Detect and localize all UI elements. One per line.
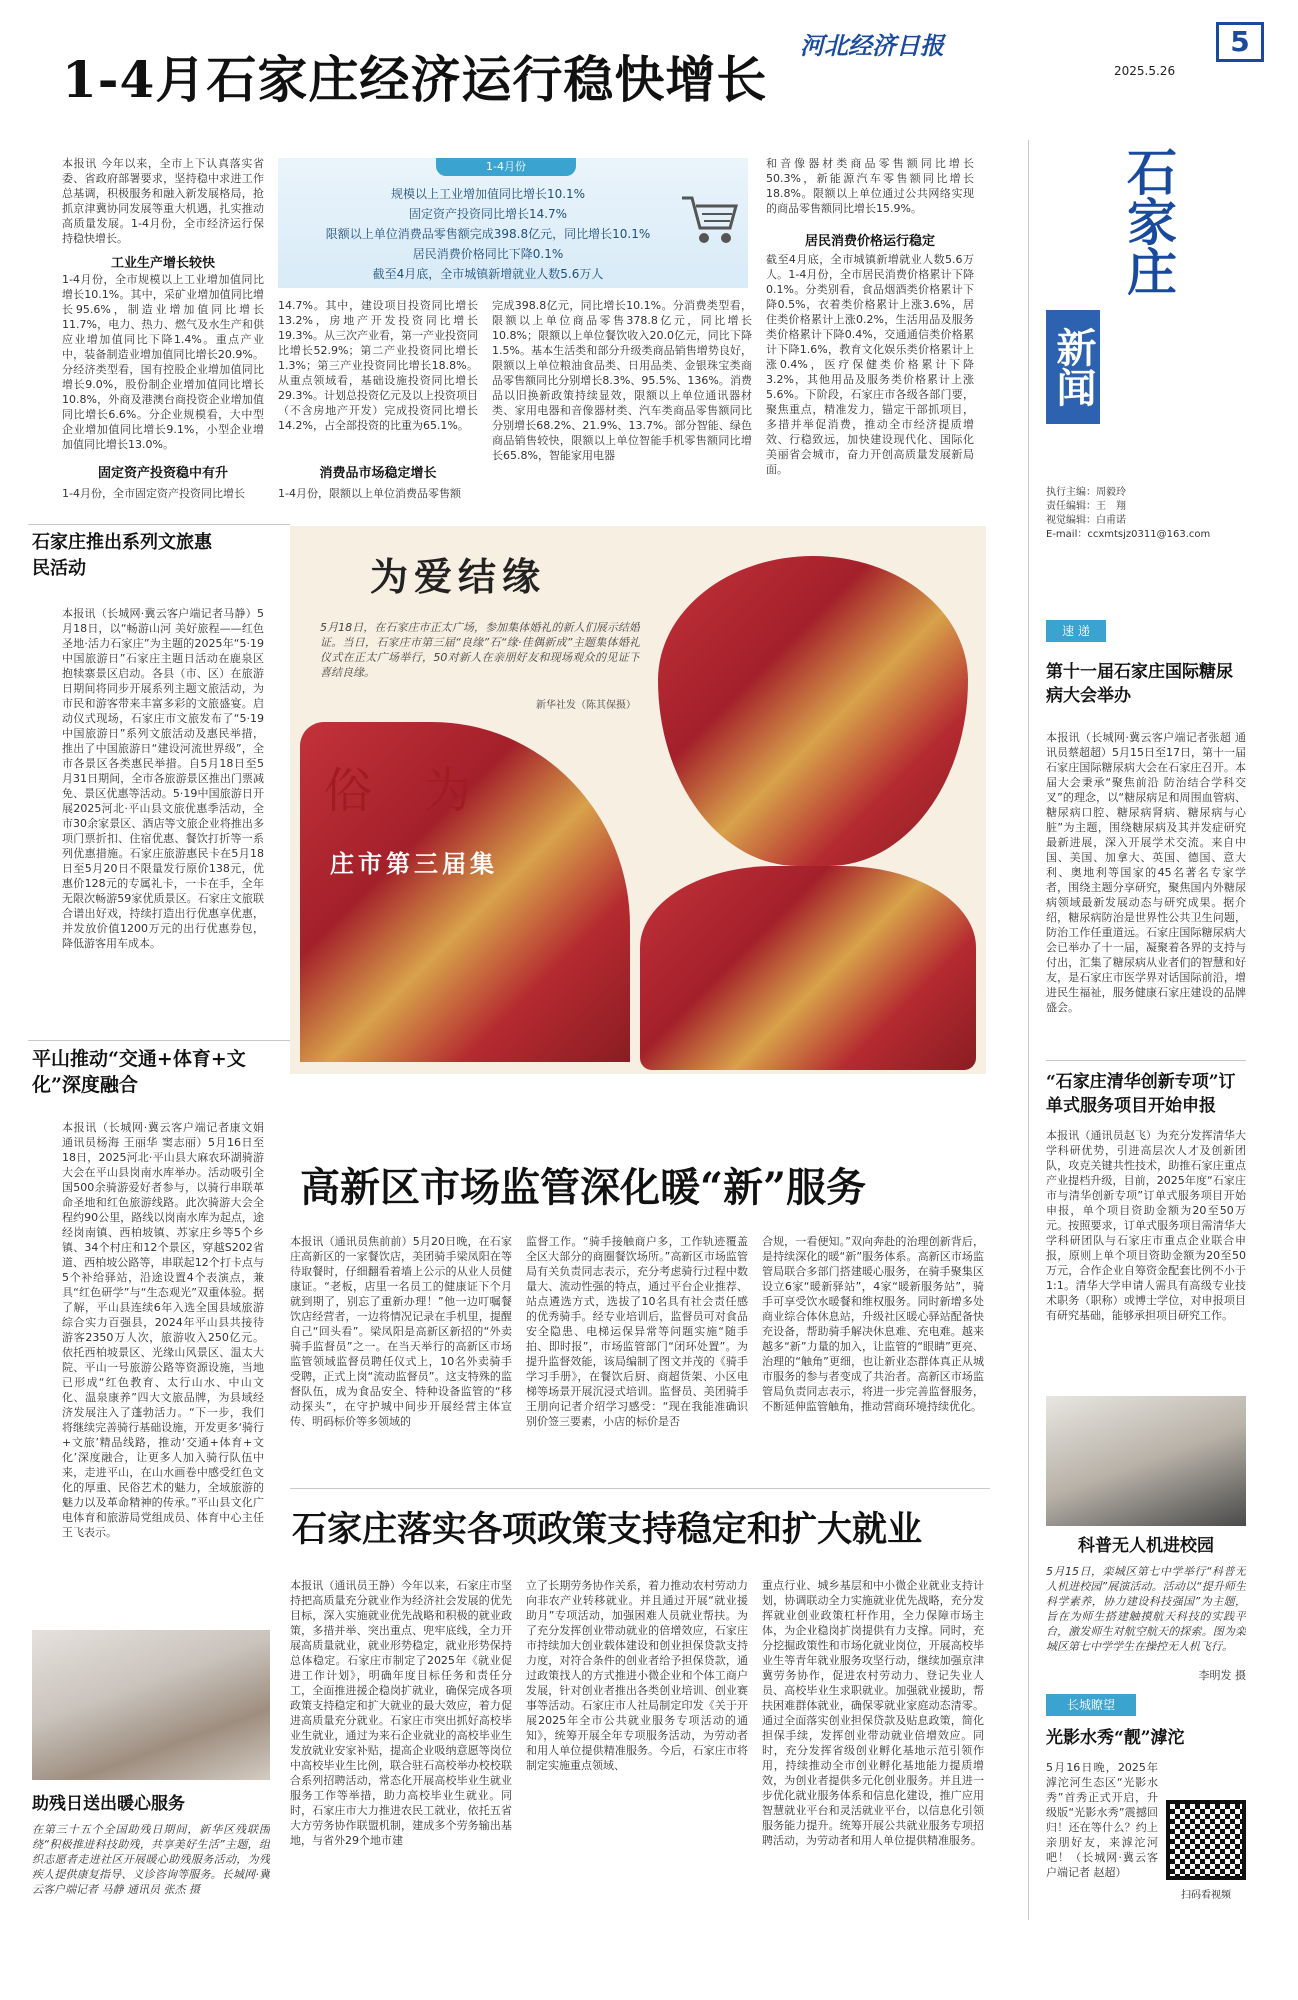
lead-para-4: 截至4月底，全市城镇新增就业人数5.6万人。1-4月份，全市居民消费价格累计下降0.1%。分类别看，食品烟酒类价格累计下降0.5%，衣着类价格累计上涨3.6%，居住类价格累计上涨0.2%，生活用品及服务类价格累计下降0.4%，交通通信类价格累计下降1.6%，教育文化娱乐类价格累计上涨0.4%，医疗保健类价格累计下降3.2%，其他用品及服务类价格累计上涨5.6%。下阶段，石家庄市各级各部门要，聚焦重点，精准发力，锚定干部抓项目，多措并举促消费，推动全市经济提质增效、行稳致远，加快建设现代化、国际化美丽省会城市，奋力开创高质量发展新局面。 <box>766 253 974 476</box>
brief-tag: 速 递 <box>1046 620 1106 642</box>
lead-intro: 本报讯 今年以来，全市上下认真落实省委、省政府部署要求，坚持稳中求进工作总基调，积极服务和融入新发展格局，抢抓京津冀协同发展等重大机遇，扎实推动高质量发展。1-4月份，全市经济运行保持稳快增长。 <box>62 157 264 245</box>
editor-email[interactable]: E-mail：ccxmtsjz0311@163.com <box>1046 529 1211 540</box>
left-photo-headline: 助残日送出暖心服务 <box>32 1794 185 1814</box>
watch-tag: 长城瞭望 <box>1046 1694 1136 1716</box>
left-story2-headline: 平山推动“交通+体育+文化”深度融合 <box>32 1048 246 1096</box>
left-photo-image <box>32 1630 270 1780</box>
lead-infobox <box>278 158 748 288</box>
wedding-photo-group <box>640 866 976 1070</box>
lead-subhead-2: 固定资产投资稳中有升 <box>97 466 228 481</box>
infobox-tag: 1-4月份 <box>436 158 576 176</box>
drone-photo-credit: 李明发 摄 <box>1198 1669 1246 1682</box>
infobox-line: 固定资产投资同比增长14.7% <box>408 207 568 221</box>
employment-headline: 石家庄落实各项政策支持稳定和扩大就业 <box>292 1509 923 1550</box>
left-story2-body: 本报讯（长城网·冀云客户端记者康文娟 通讯员杨海 王丽华 窦志丽）5月16日至18日，2025河北·平山县大麻农环湖骑游大会在平山县岗南水库举办。活动吸引全国500余骑游爱好者参与，以骑行串联革命圣地和红色旅游线路。此次骑游大会全程约90公里，路线以岗南水库为起点，途经岗南镇、西柏坡镇、苏家庄乡等5个乡镇、34个村庄和12个景区，穿越S202省道、西柏坡公路等，串联起12个打卡点与5个补给驿站，沿途设置4个表演点，兼具“红色研学”与“生态观光”双重体验。据了解，平山县连续6年入选全国县域旅游综合实力百强县，2024年平山县共接待游客2350万人次，旅游收入250亿元。依托西柏坡景区、光缘山风景区、温太大院、平山一号旅游公路等资源设施，当地已形成“红色教育、太行山水、中山文化、温泉康养”四大文旅品牌，为县域经济发展注入了蓬勃活力。“下一步，我们将继续完善骑行基础设施，开发更多‘骑行+文旅’精品线路，推动‘交通+体育+文化’深度融合，让更多人加入骑行队伍中来，走进平山，在山水画卷中感受红色文化的厚重、民俗艺术的魅力，全域旅游的魅力以及革命精神的传承。”平山县文化广电体育和旅游局党组成员、体育中心主任王飞表示。 <box>62 1121 264 1539</box>
right-story1-headline: 第十一届石家庄国际糖尿病大会举办 <box>1046 662 1233 706</box>
infobox-line: 规模以上工业增加值同比增长10.1% <box>390 187 586 201</box>
infobox-line: 限额以上单位消费品零售额完成398.8亿元，同比增长10.1% <box>325 227 651 241</box>
lead-col-3: 完成398.8亿元，同比增长10.1%。分消费类型看，限额以上单位商品零售378.8亿元，同比增长10.8%；限额以上单位餐饮收入20.0亿元，同比下降1.5%。基本生活类和部分升级类商品销售增势良好，限额以上单位粮油食品类、日用品类、金银珠宝类商品零售额同比分别增长8.3%、95.5%、136%。消费品以旧换新政策持续显效，限额以上单位通讯器材类、家用电器和音像器材类、汽车类商品零售额同比分别增长68.2%、21.9%、13.7%。部分智能、绿色商品销售较快，限额以上单位智能手机零售额同比增长65.8%，智能家用电器 <box>492 299 752 462</box>
drone-photo-caption: 5月15日，栾城区第七中学举行“科普无人机进校园”展演活动。活动以“提升师生科学素养，协力建设科技强国”为主题，旨在为师生搭建触摸航天科技的实践平台，激发师生对航空航天的探索。图为栾城区第七中学学生在操控无人机飞行。 <box>1046 1565 1246 1653</box>
employment-col-1: 本报讯（通讯员王静）今年以来，石家庄市坚持把高质量充分就业作为经济社会发展的优先目标，深入实施就业优先战略和积极的就业政策，多措并举、突出重点、兜牢底线，全力开展高质量就业，就业形势稳定，就业形势保持总体稳定。石家庄市制定了2025年《就业促进工作计划》，明确年度目标任务和责任分工，全面推进援企稳岗扩就业，确保完成各项政策支持稳定和扩大就业的最大效应，着力促进高质量充分就业。石家庄市突出抓好高校毕业生就业，通过为来石企业就业的高校毕业生发放就业安家补贴，提高企业吸纳意愿等岗位中高校毕业生比例，联合驻石高校举办校校联合系列招聘活动，常态化开展高校毕业生就业服务工作等举措，助力高校毕业生就业。同时，石家庄市大力推进农民工就业，依托五省大方劳务协作联盟机制，建成多个劳务输出基地，与省外29个地市建 <box>290 1579 512 1847</box>
hitech-col-1: 本报讯（通讯员焦前前）5月20日晚，在石家庄高新区的一家餐饮店，美团骑手梁凤阳在等待取餐时，仔细翻看着墙上公示的从业人员健康证。“老板，店里一名员工的健康证下个月就到期了，别忘了重新办理！”他一边叮嘱餐饮店经营者，一边将情况记录在手机里，提醒自己“回头看”。梁凤阳是高新区新招的“外卖骑手监督员”之一。在当天举行的高新区市场监管领域监督员聘任仪式上，10名外卖骑手受聘，正式上岗“流动监督员”。这支特殊的监督队伍，成为食品安全、特种设备监管的“移动探头”，在守护城中间步开展经营主体宣传、明码标价等多领域的 <box>290 1235 512 1428</box>
section-editors <box>1046 486 1236 542</box>
section-name: 石家庄 <box>1119 146 1178 296</box>
divider <box>1046 1060 1246 1061</box>
right-story1-body: 本报讯（长城网·冀云客户端记者张超 通讯员蔡超超）5月15日至17日，第十一届石家庄国际糖尿病大会在石家庄召开。本届大会秉承“聚焦前沿 防治结合学科交叉”的理念，以“糖尿病足和周围血管病、糖尿病口腔、糖尿病肾病、糖尿病与心脏”为主题，围绕糖尿病及其并发症研究最新进展，深入开展学术交流。来自中国、美国、加拿大、英国、德国、意大利、奥地利等国家的45名著名专家学者，围绕主题分享研究，聚焦国内外糖尿病领域最新发展动态与研究成果。据介绍，糖尿病防治是世界性公共卫生问题，防治工作任重道远。石家庄国际糖尿病大会已举办了十一届，凝聚着各界的支持与付出，汇集了糖尿病从业者们的智慧和好友，是石家庄市医学界对话国际前沿，增进民生福祉，服务健康石家庄建设的品牌盛会。 <box>1046 731 1246 1014</box>
hitech-col-2: 监督工作。“骑手接触商户多，工作轨迹覆盖全区大部分的商圈餐饮场所。”高新区市场监管局有关负责同志表示，充分考虑骑行过程中数量大、流动性强的特点，通过平台企业推荐、站点遴选方式，选拔了10名具有社会责任感的优秀骑手。经专业培训后，监督员可对食品安全隐患、电梯运保异常等问题实施“随手拍、即时报”，市场监管部门“闭环处置”。为提升监督效能，该局编制了图文并茂的《骑手学习手册》，在餐饮后厨、商超货架、小区电梯等场景开展沉浸式培训。监督员、美团骑手王朋向记者介绍学习感受：“现在我能准确识别价签三要素，小店的标价是否 <box>526 1235 748 1428</box>
lead-para-2: 1-4月份，全市固定资产投资同比增长 <box>62 487 245 500</box>
wedding-caption: 5月18日，在石家庄市正太广场，参加集体婚礼的新人们展示结婚证。当日，石家庄市第三届“良缘”石“缘·佳偶新成”主题集体婚礼仪式在正太广场举行，50对新人在亲朋好友和现场观众的见证下喜结良缘。 <box>320 621 640 679</box>
wedding-banner: 俗 为 <box>324 763 490 819</box>
editor-line: 责任编辑：王 翔 <box>1046 501 1126 512</box>
left-story1-body: 本报讯（长城网·冀云客户端记者马静）5月18日，以“畅游山河 美好旅程——红色圣地·活力石家庄”为主题的2025年“5·19中国旅游日”石家庄主题日活动在鹿泉区抱犊寨景区启动。各县（市、区）在旅游日期间将同步开展系列主题文旅活动，为市民和游客带来丰富多彩的文旅盛宴。启动仪式现场，石家庄市文旅发布了“5·19中国旅游日”系列文旅活动及惠民举措，推出了中国旅游日“建设河流世界级”，全市各景区各类惠民举措。自5月18日至5月31日期间，全市各旅游景区推出门票减免、景区优惠等活动。5·19中国旅游日开展2025河北·平山县文旅优惠季活动，全市30余家景区、酒店等文旅企业将推出多项门票折扣、住宿优惠、餐饮打折等一系列优惠措施。石家庄旅游惠民卡在5月18日至5月20日不限量发行原价138元，优惠价128元的专属礼卡，一卡在手，全年无限次畅游59家优质景区。石家庄文旅联合谱出好戏，持续打造出行优惠享优惠，并发放价值1200万元的出行优惠券包，降低游客用车成本。 <box>62 607 264 950</box>
lead-subhead-1: 工业生产增长较快 <box>110 256 215 271</box>
lead-para-3: 1-4月份，限额以上单位消费品零售额 <box>278 487 461 500</box>
wedding-headline: 为爱结缘 <box>370 554 547 599</box>
divider <box>1028 140 1029 1920</box>
lead-col-2: 14.7%。其中，建设项目投资同比增长13.2%，房地产开发投资同比增长19.3%。从三次产业看，第一产业投资同比增长52.9%；第二产业投资同比增长1.3%；第三产业投资同比增长18.8%。从重点领域看，基础设施投资同比增长29.3%。计划总投资亿元及以上投资项目（不含房地产开发）完成投资同比增长14.2%，占全部投资的比重为65.1%。 <box>278 299 478 432</box>
right-story2-headline: “石家庄清华创新专项”订单式服务项目开始申报 <box>1046 1072 1236 1116</box>
editor-line: 视觉编辑：白甫诺 <box>1046 515 1126 526</box>
page-number: 5 <box>1216 22 1264 62</box>
section-label: 新闻 <box>1046 310 1100 424</box>
divider <box>28 524 290 525</box>
infobox-lines <box>288 184 688 284</box>
lead-subhead-4: 居民消费价格运行稳定 <box>804 234 935 249</box>
lead-headline: 1-4月石家庄经济运行稳快增长 <box>62 50 768 109</box>
lead-subhead-3: 消费品市场稳定增长 <box>319 466 437 481</box>
wedding-feature <box>290 526 986 1074</box>
left-photo-caption: 在第三十五个全国助残日期间，新华区残联围绕“积极推进科技助残，共享美好生活”主题，组织志愿者走进社区开展暖心助残服务活动，为残疾人提供康复指导、义诊咨询等服务。长城网·冀云客户端记者 马静 通讯员 张杰 摄 <box>32 1823 270 1896</box>
wedding-photo-heart <box>658 556 968 866</box>
right-story3-body: 5月16日晚，2025年滹沱河生态区“光影水秀”首秀正式开启，升级版“光影水秀”震撼回归！还在等什么？约上亲朋好友，来滹沱河吧！（长城网·冀云客户端记者 赵超） <box>1046 1761 1158 1879</box>
right-story2-body: 本报讯（通讯员赵飞）为充分发挥清华大学科研优势，引进高层次人才及创新团队，攻克关键共性技术，助推石家庄重点产业提档升级，目前，2025年度“石家庄市与清华创新专项”订单式服务项目开始申报，单个项目资助金额为20至50万元。按照要求，订单式服务项目需清华大学科研团队与石家庄市重点企业联合申报，原则上单个项目资助金额为20至50万元，合作企业自筹资金配套比例不小于1:1。清华大学申请人需具有高级专业技术职务（职称）或博士学位，对申报项目有研究基础，能够承担项目研究工作。 <box>1046 1129 1246 1322</box>
divider <box>28 1040 290 1041</box>
left-story1-headline: 石家庄推出系列文旅惠民活动 <box>32 532 212 579</box>
wedding-credit: 新华社发（陈其保摄） <box>536 700 636 711</box>
hitech-col-3: 合规，一看便知。”双向奔赴的治理创新背后，是持续深化的暖“新”服务体系。高新区市场监管局联合多部门搭建暖心服务，在骑手聚集区设立6家“暖新驿站”，4家“暖新服务站”，骑手可享受饮水暖餐和维权服务。同时新增多处商业综合体休息站，升级社区暖心驿站配备快充设备，帮助骑手解决休息难、充电难。越来越多“新”力量的加入，让监管的“眼睛”更亮、治理的“触角”更细，也让新业态群体真正从城市服务的参与者变成了共治者。高新区市场监管局负责同志表示，将进一步完善监督服务，不断延伸监管触角，推动营商环境持续优化。 <box>762 1235 984 1413</box>
hitech-headline: 高新区市场监管深化暖“新”服务 <box>300 1164 867 1211</box>
qr-code[interactable] <box>1166 1800 1246 1880</box>
drone-photo-headline: 科普无人机进校园 <box>1078 1536 1214 1556</box>
infobox-line: 居民消费价格同比下降0.1% <box>412 247 564 261</box>
wedding-banner-2: 庄市第三届集 <box>330 850 498 878</box>
issue-date: 2025.5.26 <box>1114 64 1176 78</box>
employment-col-3: 重点行业、城乡基层和中小微企业就业支持计划，协调联动全力实施就业优先战略，充分发挥就业创业政策杠杆作用，全力保障市场主体，为企业稳岗扩岗提供有力支撑。同时，充分挖掘政策性和市场化就业岗位，开展高校毕业生等青年就业服务攻坚行动，继续加强京津冀劳务协作，促进农村劳动力、登记失业人员、高校毕业生求职就业。加强就业援助，帮扶困难群体就业，确保零就业家庭动态清零。通过全面落实创业担保贷款及贴息政策，简化担保手续，发挥创业带动就业倍增效应。同时，充分发挥省级创业孵化基地示范引领作用，持续推动全市创业孵化基地能力提质增效，为创业者提供多元化创业服务。并且进一步优化就业服务体系和信息化建设，推广应用智慧就业平台和灵活就业平台，以信息化引领服务能力提升。统筹开展公共就业服务专项招聘活动，为劳动者和用人单位提供精准服务。 <box>762 1579 984 1847</box>
lead-para-1: 1-4月份，全市规模以上工业增加值同比增长10.1%。其中，采矿业增加值同比增长95.6%，制造业增加值同比增长11.7%，电力、热力、燃气及水生产和供应业增加值同比下降1.4%。重点产业中，装备制造业增加值同比增长20.9%。分经济类型看，国有控股企业增加值同比增长9.0%，股份制企业增加值同比增长10.8%，外商及港澳台商投资企业增加值同比增长6.6%。分企业规模看，大中型企业增加值同比增长9.1%，小型企业增加值同比增长13.0%。 <box>62 273 264 451</box>
qr-label: 扫码看视频 <box>1181 1890 1231 1901</box>
masthead: 河北经济日报 <box>800 31 944 60</box>
lead-col-4: 和音像器材类商品零售额同比增长50.3%，新能源汽车零售额同比增长18.8%。限额以上单位通过公共网络实现的商品零售额同比增长15.9%。 <box>766 157 974 215</box>
editor-line: 执行主编：周毅玲 <box>1046 487 1126 498</box>
employment-col-2: 立了长期劳务协作关系，着力推动农村劳动力向非农产业转移就业。并且通过开展“就业援助月”专项活动，加强困难人员就业帮扶。为了充分发挥创业带动就业的倍增效应，石家庄市持续加大创业载体建设和创业担保贷款支持力度，对符合条件的创业者给予担保贷款，通过政策找人的方式推进小微企业和个体工商户发展，针对创业者推出各类创业培训、创业赛事等活动。石家庄市人社局制定印发《关于开展2025年全市公共就业服务专项活动的通知》，统筹开展全年专项服务活动，为劳动者和用人单位提供精准服务。今后，石家庄市将制定实施重点领域、 <box>526 1579 748 1772</box>
divider <box>290 1488 990 1489</box>
infobox-line: 截至4月底，全市城镇新增就业人数5.6万人 <box>372 267 604 281</box>
right-story3-headline: 光影水秀“靓”滹沱 <box>1046 1728 1185 1748</box>
drone-photo <box>1046 1396 1246 1526</box>
shopping-cart-icon <box>678 188 742 252</box>
